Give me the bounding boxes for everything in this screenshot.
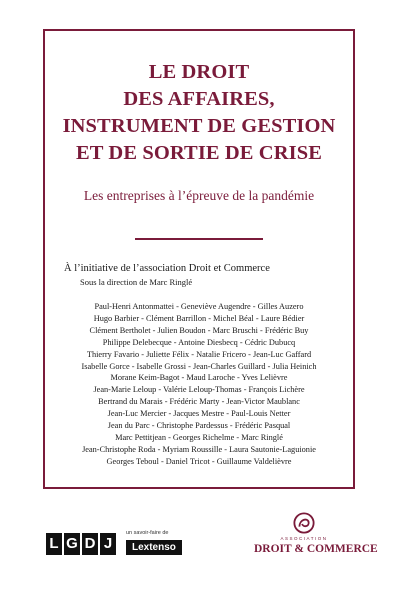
lextenso-wordmark: Lextenso	[126, 540, 182, 555]
authors-line: Georges Teboul - Daniel Tricot - Guillaume Valdelièvre	[106, 456, 292, 466]
authors-line: Bertrand du Marais - Frédéric Marty - Jean-Victor Maublanc	[98, 397, 300, 407]
droit-commerce-logo	[254, 512, 378, 556]
lgdj-letter: J	[100, 533, 116, 555]
association-emblem-icon	[293, 512, 315, 534]
lgdj-letter: G	[64, 533, 80, 555]
authors-line: Marc Pettitjean - Georges Richelme - Marc Ringlé	[115, 432, 283, 442]
lextenso-logo	[126, 530, 182, 555]
authors-line: Clément Bertholet - Julien Boudon - Marc Bruschi - Frédéric Buy	[89, 325, 309, 335]
lgdj-letter: L	[46, 533, 62, 555]
authors-line: Isabelle Gorce - Isabelle Grossi - Jean-Charles Guillard - Julia Heinich	[81, 361, 317, 371]
authors-line: Morane Keim-Bagot - Maud Laroche - Yves Lelièvre	[110, 373, 288, 383]
book-title	[43, 59, 355, 167]
book-subtitle: Les entreprises à l’épreuve de la pandémie	[83, 188, 315, 203]
authors-line: Philippe Delebecque - Antoine Diesbecq - Cédric Dubucq	[102, 337, 296, 347]
authors-line: Thierry Favario - Juliette Félix - Natalie Fricero - Jean-Luc Gaffard	[86, 349, 312, 359]
title-line: LE DROIT	[148, 61, 250, 83]
title-line: DES AFFAIRES,	[123, 88, 275, 110]
association-label: ASSOCIATION	[280, 536, 328, 541]
lgdj-logo	[46, 533, 116, 555]
authors-line: Paul-Henri Antonmattei - Geneviève Augendre - Gilles Auzero	[94, 302, 304, 311]
authors-line: Jean du Parc - Christophe Pardessus - Frédéric Pasqual	[107, 421, 291, 431]
divider-rule	[135, 238, 263, 240]
authors-list	[43, 301, 355, 468]
title-line: ET DE SORTIE DE CRISE	[76, 142, 322, 164]
initiative-line: À l’initiative de l’association Droit et Commerce	[64, 263, 270, 274]
authors-line: Jean-Christophe Roda - Myriam Roussille - Laura Sautonie-Laguionie	[82, 444, 316, 454]
lgdj-letter: D	[82, 533, 98, 555]
authors-line: Jean-Luc Mercier - Jacques Mestre - Paul-Louis Netter	[107, 409, 291, 419]
association-name: DROIT & COMMERCE	[254, 543, 378, 555]
title-line: INSTRUMENT DE GESTION	[62, 115, 336, 137]
direction-line: Sous la direction de Marc Ringlé	[80, 277, 193, 287]
lextenso-tagline: un savoir-faire de	[126, 530, 169, 536]
authors-line: Hugo Barbier - Clément Barrillon - Michel Béal - Laure Bédier	[93, 313, 305, 323]
authors-line: Jean-Marie Leloup - Valérie Leloup-Thomas - François Lichère	[93, 385, 305, 395]
